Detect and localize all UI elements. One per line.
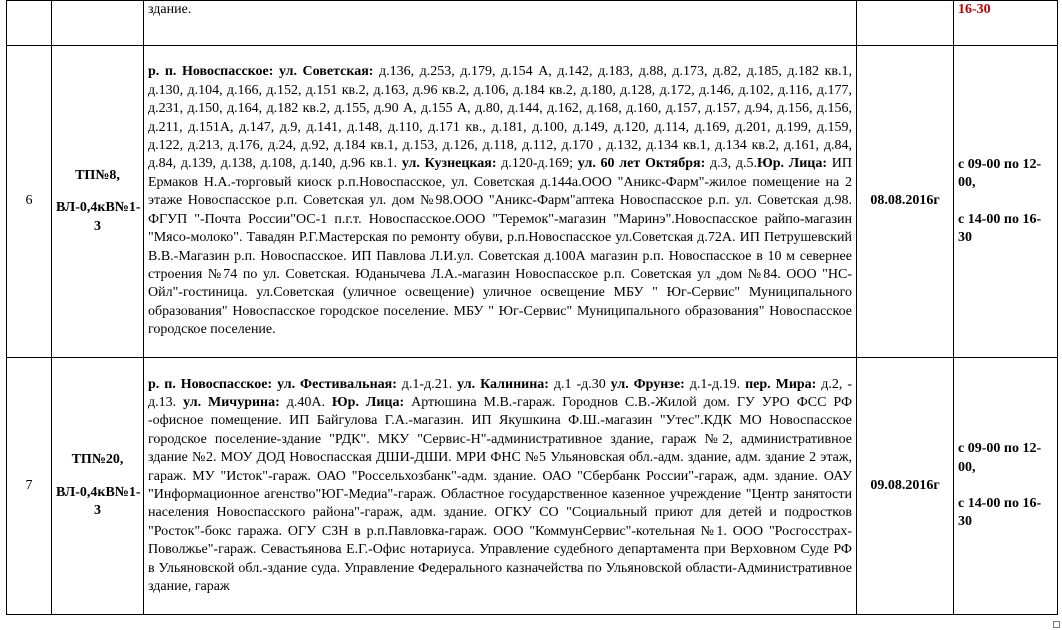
- address-list: [144, 1, 857, 46]
- time-range-1: с 09-00 по 12-00,: [958, 156, 1042, 191]
- address-text: д.136, д.253, д.179, д.154 А, д.142, д.183, д.88, д.173, д.82, д.185, д.182 кв.1, д.130, д.104, д.166, д.152, д.151 кв.2, д.163, д.96 кв.2, д.106, д.184 кв.2, д.180, д.128, д.172, д.146, д.102, д.116, д.177, д.231, д.150, д.164, д.182 кв.2, д.155, д.90 А, д.155 А, д.80, д.144, д.162, д.168, д.160, д.157, д.157, д.94, д.156, д.156, д.211, д.151А, д.147, д.9, д.141, д.148, д.110, д.171 кв., д.181, д.100, д.149, д.120, д.114, д.169, д.201, д.199, д.159, д.122, д.213, д.176, д.24, д.92, д.184 кв.1, д.153, д.126, д.118, д.112, д.170 , д.132, д.134 кв.1, д.134 кв.2, д.161, д.84, д.84, д.139, д.138, д.108, д.140, д.96 кв.1.: [148, 64, 852, 172]
- street-heading: ул. 60 лет Октября:: [573, 156, 706, 172]
- street-heading: Юр. Лица:: [331, 394, 405, 410]
- address-text: д.120-д.169;: [496, 156, 574, 172]
- street-heading: Юр. Лица:: [757, 156, 828, 172]
- street-heading: ул. Калинина:: [452, 376, 549, 392]
- table-row: [7, 46, 1058, 358]
- outage-time: [954, 358, 1058, 615]
- time-range-1: с 09-00 по 12-00,: [958, 441, 1042, 475]
- address-text: д.1-д.21.: [396, 376, 453, 392]
- outage-date: 08.08.2016г: [857, 46, 954, 358]
- address-text: д.3, д.5.: [705, 156, 757, 172]
- power-line-name: ВЛ-0,4кВ№1-3: [56, 484, 141, 519]
- row-number: [7, 1, 52, 46]
- time-range-2: с 14-00 по 16-30: [958, 496, 1042, 530]
- street-heading: р. п. Новоспасское: ул. Фестивальная:: [148, 376, 397, 392]
- address-text: здание.: [148, 2, 192, 17]
- outage-date: 09.08.2016г: [857, 358, 954, 615]
- table-row: [7, 1, 1058, 46]
- substation-name: ТП№20,: [71, 452, 124, 468]
- outage-time: [954, 1, 1058, 46]
- time-range-2: с 14-00 по 16-30: [958, 211, 1042, 245]
- address-text: д.2, - д.13.: [148, 376, 852, 410]
- address-list: [144, 358, 857, 615]
- substation-name: ТП№8,: [75, 167, 120, 183]
- street-heading: ул. Кузнецкая:: [397, 156, 497, 172]
- outage-date: [857, 1, 954, 46]
- street-heading: ул. Мичурина:: [176, 394, 280, 410]
- address-text: д.40А.: [279, 394, 332, 410]
- substation-cell: [52, 358, 144, 615]
- street-heading: ул. Фрунзе:: [605, 376, 685, 392]
- address-text: Артюшина М.В.-гараж. Городнов С.В.-Жилой дом. ГУ УРО ФСС РФ -офисное помещение. ИП Байгулова Г.А.-магазин. ИП Якушкина Ф.Ш.-магазин "Утес".КДК МО Новоспасское городское поселение-здание "РДК". МКУ "Сервис-Н"-административное здание, гараж №2, административное здание №2. МОУ ДОД Новоспасская ДШИ-ДШИ. МРИ ФНС №5 Ульяновская обл.-адм. здание, адм. здание 2 этаж, гараж. МУ "Исток"-гараж. ОАО "Россельхозбанк"-адм. здание. ОАО "Сбербанк России"-гараж, адм. здание. ОАУ "Информационное агенство"ЮГ-Медиа"-гараж. Областное государственное казенное учреждение "Центр занятости населения Новоспасского района"-гараж, адм. здание. ОГКУ СО "Социальный приют для детей и подростков "Росток"-бокс гаража. ОГУ СЗН в р.п.Павловка-гараж. ООО "КоммунСервис"-котельная №1. ООО "Росгосстрах-Поволжье"-гараж. Севастьянова Е.Г.-Офис нотариуса. Управление судебного департамента при Верховном Суде РФ в Ульяновской обл.-здание суда. Управление Федерального казначейства по Ульяновской области-Административное здание, гараж: [148, 394, 853, 595]
- row-number: 7: [7, 358, 52, 615]
- street-heading: р. п. Новоспасское: ул. Советская:: [148, 64, 374, 80]
- address-text: д.1-д.19.: [684, 376, 741, 392]
- substation-cell: [52, 46, 144, 358]
- address-text: д.1 -д.30: [548, 376, 606, 392]
- power-line-name: ВЛ-0,4кВ№1-3: [56, 200, 141, 234]
- address-text: ИП Ермаков Н.А.-торговый киоск р.п.Новоспасское, ул. Советская д.144а.ООО "Аникс-Фарм"-жилое помещение на 2 этаже Новоспасское р.п. Советская ул. дом №98.ООО "Аникс-Фарм"аптека Новоспасское р.п. ул. Советская д.98. ФГУП "-Почта России"ОС-1 п.г.т. Новоспасское.ООО "Теремок"-магазин "Маринэ".Новоспасское райпо-магазин "Мясо-молоко". Тавадян Р.Г.Мастерская по ремонту обуви, р.п.Новоспасское ул.Советская д.72А. ИП Петрушевский В.В.-Магазин р.п. Новоспасское. ИП Павлова Л.И.ул. Советская д.100А магазин р.п. Новоспасское в 10 м севернее строения №74 по ул. Советская. Юданычева Л.А.-магазин Новоспасское р.п. Советская ул ,дом №84. ООО "НС-Ойл"-гостиница. ул.Советская (уличное освещение) уличное освещение МБУ " Юг-Сервис" Муниципального образования" Новоспасское городское поселение. МБУ " Юг-Сервис" Муниципального образования" Новоспасское городское поселение.: [148, 156, 852, 338]
- outage-time: [954, 46, 1058, 358]
- row-number: 6: [7, 46, 52, 358]
- resize-handle-icon: [1053, 621, 1060, 628]
- time-range-1: 16-30: [958, 2, 991, 17]
- street-heading: пер. Мира:: [740, 376, 817, 392]
- outage-schedule-table: [6, 0, 1058, 615]
- table-row: [7, 358, 1058, 615]
- substation-cell: [52, 1, 144, 46]
- address-list: [144, 46, 857, 358]
